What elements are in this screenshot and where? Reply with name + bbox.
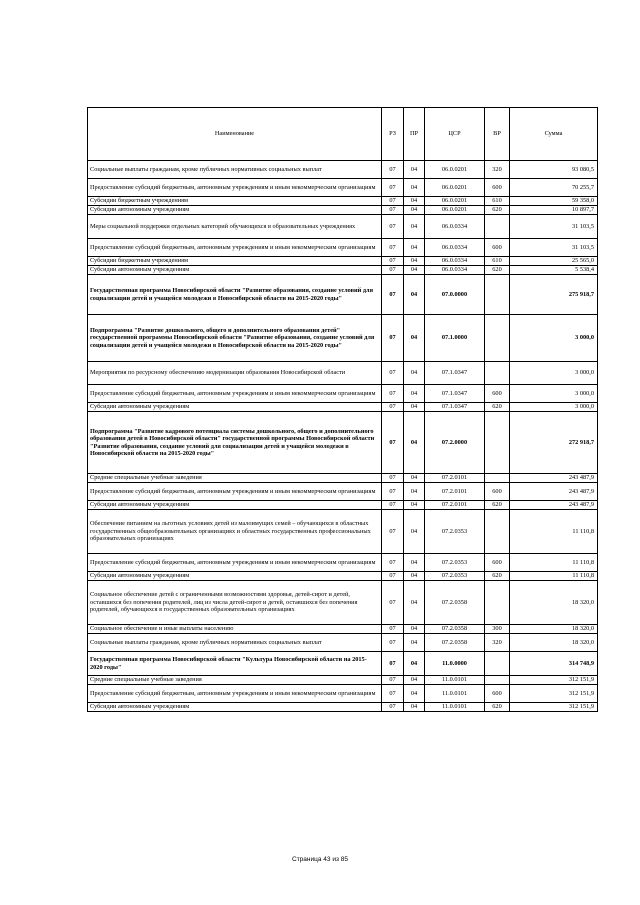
- cell-sum: 25 565,0: [510, 257, 598, 266]
- cell-sum: 312 151,9: [510, 676, 598, 685]
- cell-csr: 07.2.0358: [425, 581, 485, 625]
- cell-csr: 07.2.0358: [425, 634, 485, 652]
- cell-vr: 620: [485, 206, 510, 215]
- cell-pr: 04: [404, 215, 425, 239]
- cell-pr: 04: [404, 474, 425, 483]
- cell-name: Подпрограмма "Развитие дошкольного, общего и дополнительного образования детей" государственной программы Новосибирской области "Развитие образования, создание условий для социализации детей и учащейся молодежи в Новосибирской области на 2015-2020 годы": [88, 315, 382, 362]
- cell-vr: 610: [485, 257, 510, 266]
- cell-vr: 320: [485, 161, 510, 179]
- cell-sum: 243 487,9: [510, 501, 598, 510]
- cell-rz: 07: [382, 197, 404, 206]
- cell-sum: 3 000,0: [510, 385, 598, 403]
- cell-pr: 04: [404, 572, 425, 581]
- table-row: [88, 685, 598, 703]
- cell-name: Социальное обеспечение детей с ограниченными возможностями здоровья, детей-сирот и детей, оставшихся без попечения родителей, лиц из числа детей-сирот и детей, оставшихся без попечения родителей, обучающихся в государственных образовательных организациях: [88, 581, 382, 625]
- cell-sum: 31 103,5: [510, 215, 598, 239]
- cell-pr: 04: [404, 257, 425, 266]
- table-row: [88, 179, 598, 197]
- cell-name: Субсидии автономным учреждениям: [88, 266, 382, 275]
- cell-name: Государственная программа Новосибирской области "Культура Новосибирской области на 2015-2020 годы": [88, 652, 382, 676]
- cell-vr: [485, 581, 510, 625]
- cell-rz: 07: [382, 581, 404, 625]
- cell-vr: 620: [485, 403, 510, 412]
- cell-rz: 07: [382, 275, 404, 315]
- cell-rz: 07: [382, 215, 404, 239]
- budget-table: [87, 107, 598, 712]
- cell-name: Государственная программа Новосибирской области "Развитие образования, создание условий для социализации детей и учащейся молодежи в Новосибирской области на 2015-2020 годы": [88, 275, 382, 315]
- cell-sum: 314 748,9: [510, 652, 598, 676]
- cell-pr: 04: [404, 510, 425, 554]
- cell-vr: [485, 362, 510, 385]
- table-row: [88, 257, 598, 266]
- cell-vr: 600: [485, 554, 510, 572]
- cell-pr: 04: [404, 239, 425, 257]
- cell-pr: 04: [404, 315, 425, 362]
- table-row: [88, 625, 598, 634]
- table-row: [88, 206, 598, 215]
- cell-vr: 610: [485, 197, 510, 206]
- cell-pr: 04: [404, 161, 425, 179]
- cell-vr: [485, 474, 510, 483]
- header-name: Наименование: [88, 108, 382, 161]
- cell-sum: 312 151,9: [510, 685, 598, 703]
- cell-vr: 600: [485, 385, 510, 403]
- cell-sum: 5 538,4: [510, 266, 598, 275]
- cell-csr: 11.0.0101: [425, 703, 485, 712]
- cell-vr: 620: [485, 703, 510, 712]
- table-header-row: [88, 108, 598, 161]
- table-row: [88, 275, 598, 315]
- cell-rz: 07: [382, 483, 404, 501]
- cell-pr: 04: [404, 685, 425, 703]
- cell-csr: 06.0.0334: [425, 239, 485, 257]
- cell-sum: 275 918,7: [510, 275, 598, 315]
- cell-rz: 07: [382, 385, 404, 403]
- cell-csr: 11.0.0101: [425, 676, 485, 685]
- header-pr: ПР: [404, 108, 425, 161]
- cell-pr: 04: [404, 206, 425, 215]
- cell-rz: 07: [382, 266, 404, 275]
- cell-pr: 04: [404, 554, 425, 572]
- page-number: Страница 43 из 85: [292, 856, 348, 863]
- cell-rz: 07: [382, 179, 404, 197]
- cell-vr: 620: [485, 572, 510, 581]
- table-row: [88, 703, 598, 712]
- cell-csr: 06.0.0201: [425, 206, 485, 215]
- table-row: [88, 412, 598, 474]
- table-row: [88, 501, 598, 510]
- cell-csr: 06.0.0334: [425, 266, 485, 275]
- table-row: [88, 385, 598, 403]
- cell-sum: 3 000,0: [510, 362, 598, 385]
- table-row: [88, 362, 598, 385]
- cell-csr: 07.2.0101: [425, 501, 485, 510]
- cell-sum: 93 080,5: [510, 161, 598, 179]
- cell-name: Субсидии автономным учреждениям: [88, 703, 382, 712]
- cell-name: Предоставление субсидий бюджетным, автономным учреждениям и иным некоммерческим организациям: [88, 179, 382, 197]
- cell-sum: 31 103,5: [510, 239, 598, 257]
- header-rz: РЗ: [382, 108, 404, 161]
- cell-csr: 07.1.0000: [425, 315, 485, 362]
- cell-vr: 600: [485, 179, 510, 197]
- table-row: [88, 581, 598, 625]
- cell-csr: 07.2.0353: [425, 572, 485, 581]
- cell-csr: 06.0.0334: [425, 257, 485, 266]
- cell-rz: 07: [382, 703, 404, 712]
- cell-pr: 04: [404, 412, 425, 474]
- cell-csr: 11.0.0000: [425, 652, 485, 676]
- cell-pr: 04: [404, 403, 425, 412]
- cell-csr: 07.1.0347: [425, 385, 485, 403]
- cell-name: Меры социальной поддержки отдельных категорий обучающихся в образовательных учреждениях: [88, 215, 382, 239]
- table-row: [88, 403, 598, 412]
- cell-vr: 300: [485, 625, 510, 634]
- cell-pr: 04: [404, 581, 425, 625]
- table-row: [88, 161, 598, 179]
- table-row: [88, 197, 598, 206]
- table-row: [88, 483, 598, 501]
- cell-name: Средние специальные учебные заведения: [88, 676, 382, 685]
- table-body: [88, 161, 598, 712]
- cell-sum: 18 320,0: [510, 625, 598, 634]
- cell-csr: 07.2.0000: [425, 412, 485, 474]
- cell-pr: 04: [404, 634, 425, 652]
- cell-rz: 07: [382, 625, 404, 634]
- cell-rz: 07: [382, 634, 404, 652]
- cell-name: Субсидии автономным учреждениям: [88, 501, 382, 510]
- cell-csr: 11.0.0101: [425, 685, 485, 703]
- table-row: [88, 239, 598, 257]
- cell-pr: 04: [404, 652, 425, 676]
- table-row: [88, 676, 598, 685]
- cell-pr: 04: [404, 501, 425, 510]
- cell-vr: 600: [485, 685, 510, 703]
- cell-csr: 07.2.0358: [425, 625, 485, 634]
- table-row: [88, 315, 598, 362]
- cell-rz: 07: [382, 206, 404, 215]
- cell-rz: 07: [382, 474, 404, 483]
- cell-sum: 11 110,8: [510, 572, 598, 581]
- cell-name: Субсидии автономным учреждениям: [88, 403, 382, 412]
- cell-rz: 07: [382, 362, 404, 385]
- cell-rz: 07: [382, 676, 404, 685]
- cell-csr: 07.2.0101: [425, 474, 485, 483]
- cell-pr: 04: [404, 703, 425, 712]
- table-row: [88, 266, 598, 275]
- cell-name: Обеспечение питанием на льготных условиях детей из малоимущих семей – обучающихся в областных государственных общеобразовательных организациях и областных государственных профессиональных образовательных организациях: [88, 510, 382, 554]
- cell-name: Субсидии бюджетным учреждениям: [88, 197, 382, 206]
- cell-csr: 07.2.0353: [425, 510, 485, 554]
- cell-name: Предоставление субсидий бюджетным, автономным учреждениям и иным некоммерческим организациям: [88, 385, 382, 403]
- cell-csr: 07.1.0347: [425, 403, 485, 412]
- cell-sum: 243 487,9: [510, 474, 598, 483]
- cell-rz: 07: [382, 257, 404, 266]
- cell-name: Субсидии автономным учреждениям: [88, 206, 382, 215]
- cell-rz: 07: [382, 652, 404, 676]
- cell-csr: 06.0.0201: [425, 161, 485, 179]
- table-row: [88, 510, 598, 554]
- cell-pr: 04: [404, 197, 425, 206]
- cell-name: Субсидии бюджетным учреждениям: [88, 257, 382, 266]
- cell-name: Подпрограмма "Развитие кадрового потенциала системы дошкольного, общего и дополнительного образования детей в Новосибирской области" государственной программы Новосибирской области "Развитие образования, создание условий для социализации детей и учащейся молодежи в Новосибирской области на 2015-2020 годы": [88, 412, 382, 474]
- cell-vr: [485, 510, 510, 554]
- cell-vr: 600: [485, 239, 510, 257]
- cell-sum: 11 110,8: [510, 554, 598, 572]
- cell-csr: 07.0.0000: [425, 275, 485, 315]
- cell-rz: 07: [382, 403, 404, 412]
- cell-sum: 11 110,8: [510, 510, 598, 554]
- cell-rz: 07: [382, 554, 404, 572]
- table-row: [88, 215, 598, 239]
- cell-sum: 18 320,0: [510, 581, 598, 625]
- cell-sum: 312 151,9: [510, 703, 598, 712]
- cell-rz: 07: [382, 239, 404, 257]
- cell-vr: 600: [485, 483, 510, 501]
- cell-rz: 07: [382, 685, 404, 703]
- cell-sum: 3 000,0: [510, 403, 598, 412]
- cell-name: Средние специальные учебные заведения: [88, 474, 382, 483]
- cell-vr: [485, 275, 510, 315]
- cell-rz: 07: [382, 412, 404, 474]
- cell-csr: 07.2.0353: [425, 554, 485, 572]
- cell-pr: 04: [404, 385, 425, 403]
- cell-name: Мероприятия по ресурсному обеспечению модернизации образования Новосибирской области: [88, 362, 382, 385]
- cell-name: Предоставление субсидий бюджетным, автономным учреждениям и иным некоммерческим организациям: [88, 554, 382, 572]
- cell-vr: 320: [485, 634, 510, 652]
- cell-vr: [485, 215, 510, 239]
- header-csr: ЦСР: [425, 108, 485, 161]
- cell-vr: [485, 315, 510, 362]
- cell-pr: 04: [404, 483, 425, 501]
- cell-sum: 70 255,7: [510, 179, 598, 197]
- cell-csr: 07.1.0347: [425, 362, 485, 385]
- cell-csr: 06.0.0334: [425, 215, 485, 239]
- cell-name: Социальные выплаты гражданам, кроме публичных нормативных социальных выплат: [88, 161, 382, 179]
- cell-pr: 04: [404, 179, 425, 197]
- cell-csr: 06.0.0201: [425, 179, 485, 197]
- cell-rz: 07: [382, 510, 404, 554]
- cell-name: Предоставление субсидий бюджетным, автономным учреждениям и иным некоммерческим организациям: [88, 685, 382, 703]
- cell-rz: 07: [382, 315, 404, 362]
- cell-sum: 10 897,7: [510, 206, 598, 215]
- cell-vr: [485, 652, 510, 676]
- cell-pr: 04: [404, 625, 425, 634]
- cell-sum: 3 000,0: [510, 315, 598, 362]
- cell-name: Предоставление субсидий бюджетным, автономным учреждениям и иным некоммерческим организациям: [88, 483, 382, 501]
- cell-rz: 07: [382, 572, 404, 581]
- cell-rz: 07: [382, 161, 404, 179]
- cell-pr: 04: [404, 266, 425, 275]
- cell-name: Предоставление субсидий бюджетным, автономным учреждениям и иным некоммерческим организациям: [88, 239, 382, 257]
- cell-sum: 18 320,0: [510, 634, 598, 652]
- table-row: [88, 572, 598, 581]
- cell-sum: 272 918,7: [510, 412, 598, 474]
- cell-vr: 620: [485, 266, 510, 275]
- table-row: [88, 652, 598, 676]
- cell-name: Субсидии автономным учреждениям: [88, 572, 382, 581]
- cell-pr: 04: [404, 275, 425, 315]
- cell-sum: 59 358,0: [510, 197, 598, 206]
- cell-csr: 06.0.0201: [425, 197, 485, 206]
- header-sum: Сумма: [510, 108, 598, 161]
- cell-vr: [485, 412, 510, 474]
- table-row: [88, 554, 598, 572]
- cell-csr: 07.2.0101: [425, 483, 485, 501]
- cell-rz: 07: [382, 501, 404, 510]
- cell-vr: [485, 676, 510, 685]
- cell-sum: 243 487,9: [510, 483, 598, 501]
- cell-name: Социальные выплаты гражданам, кроме публичных нормативных социальных выплат: [88, 634, 382, 652]
- table-row: [88, 634, 598, 652]
- cell-pr: 04: [404, 362, 425, 385]
- cell-vr: 620: [485, 501, 510, 510]
- table-row: [88, 474, 598, 483]
- header-vr: ВР: [485, 108, 510, 161]
- cell-pr: 04: [404, 676, 425, 685]
- cell-name: Социальное обеспечение и иные выплаты населению: [88, 625, 382, 634]
